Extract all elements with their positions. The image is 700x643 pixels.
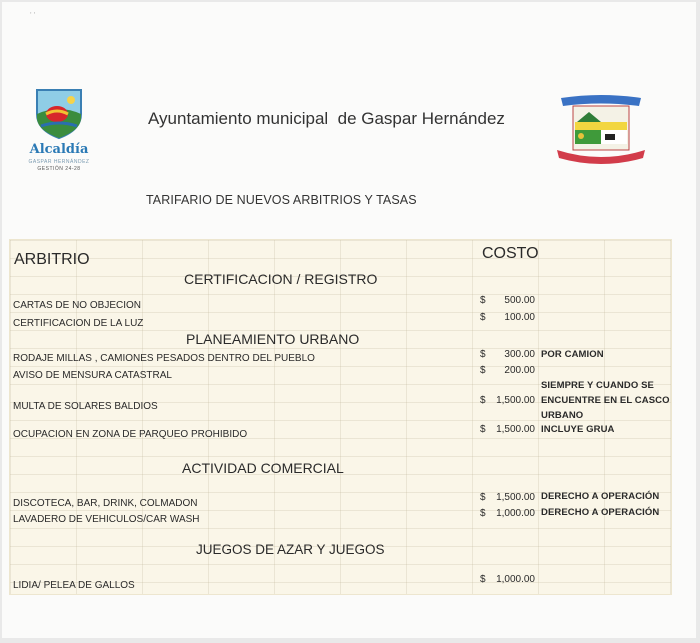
column-header-arbitrio: ARBITRIO <box>14 251 90 268</box>
section-title: ACTIVIDAD COMERCIAL <box>182 460 344 476</box>
scan-mark: ' ' <box>30 11 36 20</box>
row-costo: 1,500.00 <box>496 395 535 406</box>
row-costo: 1,500.00 <box>496 492 535 503</box>
row-nota: DERECHO A OPERACIÓN <box>541 507 660 518</box>
tariff-table <box>9 239 672 595</box>
section-title: JUEGOS DE AZAR Y JUEGOS <box>196 542 385 557</box>
currency-sign: $ <box>480 312 486 323</box>
document-subtitle: TARIFARIO DE NUEVOS ARBITRIOS Y TASAS <box>146 193 417 207</box>
row-costo: 1,500.00 <box>496 424 535 435</box>
row-nota: INCLUYE GRUA <box>541 424 615 435</box>
currency-sign: $ <box>480 574 486 585</box>
currency-sign: $ <box>480 295 486 306</box>
row-costo: 1,000.00 <box>496 508 535 519</box>
column-header-costo: COSTO <box>482 245 539 262</box>
coat-of-arms-icon <box>555 92 647 168</box>
row-nota-line: URBANO <box>541 410 584 421</box>
currency-sign: $ <box>480 508 486 519</box>
row-nota-line: SIEMPRE Y CUANDO SE <box>541 380 654 391</box>
alcaldia-term: GESTIÓN 24-28 <box>37 166 81 172</box>
section-title: PLANEAMIENTO URBANO <box>186 331 360 347</box>
row-arbitrio: LAVADERO DE VEHICULOS/CAR WASH <box>13 514 200 525</box>
row-arbitrio: LIDIA/ PELEA DE GALLOS <box>13 580 135 591</box>
currency-sign: $ <box>480 365 486 376</box>
row-costo: 1,000.00 <box>496 574 535 585</box>
row-costo: 300.00 <box>504 349 535 360</box>
row-costo: 100.00 <box>504 312 535 323</box>
row-arbitrio: CERTIFICACION DE LA LUZ <box>13 318 144 329</box>
alcaldia-logo <box>26 84 92 174</box>
row-arbitrio: OCUPACION EN ZONA DE PARQUEO PROHIBIDO <box>13 429 248 440</box>
row-arbitrio: MULTA DE SOLARES BALDIOS <box>13 401 158 412</box>
row-arbitrio: AVISO DE MENSURA CATASTRAL <box>13 370 172 381</box>
row-nota: DERECHO A OPERACIÓN <box>541 491 660 502</box>
municipality-title: Ayuntamiento municipal de Gaspar Hernández <box>148 109 505 128</box>
coat-of-arms-logo <box>555 92 647 173</box>
currency-sign: $ <box>480 492 486 503</box>
currency-sign: $ <box>480 349 486 360</box>
currency-sign: $ <box>480 395 486 406</box>
row-costo: 200.00 <box>504 365 535 376</box>
row-nota: POR CAMION <box>541 349 604 360</box>
row-nota-line: ENCUENTRE EN EL CASCO <box>541 395 670 406</box>
document-page <box>2 2 696 638</box>
row-costo: 500.00 <box>504 295 535 306</box>
alcaldia-title: Alcaldía <box>29 142 89 157</box>
row-arbitrio: CARTAS DE NO OBJECION <box>13 300 141 311</box>
alcaldia-town: GASPAR HERNÁNDEZ <box>28 159 90 165</box>
currency-sign: $ <box>480 424 486 435</box>
alcaldia-emblem-icon <box>31 84 87 140</box>
row-arbitrio: RODAJE MILLAS , CAMIONES PESADOS DENTRO DEL PUEBLO <box>13 353 315 364</box>
row-arbitrio: DISCOTECA, BAR, DRINK, COLMADON <box>13 498 198 509</box>
section-title: CERTIFICACION / REGISTRO <box>184 271 378 287</box>
